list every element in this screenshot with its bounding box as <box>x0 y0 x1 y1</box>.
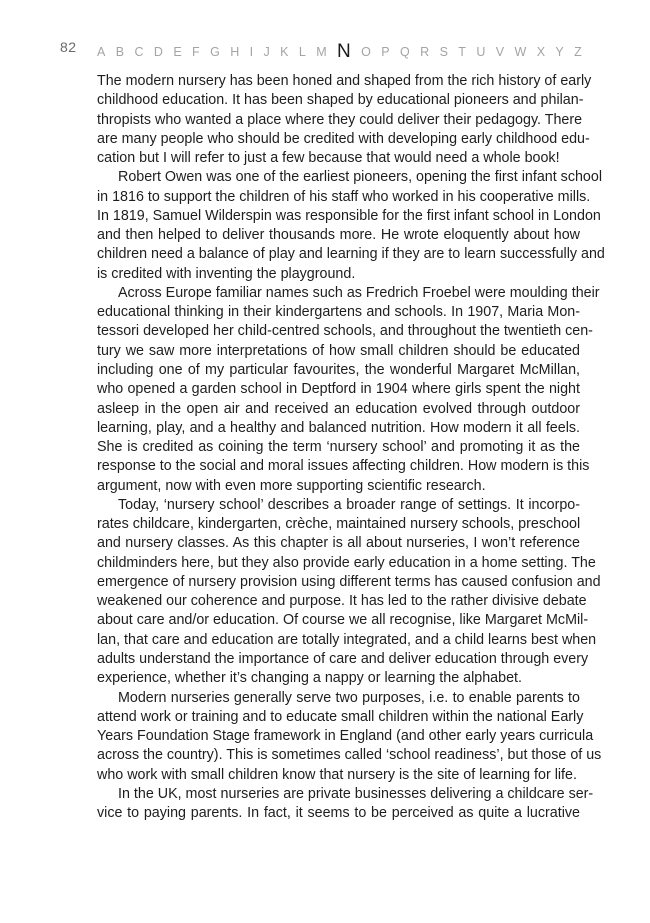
index-letter: T <box>458 45 466 59</box>
text-line: tury we saw more interpretations of how small children should be educated <box>97 342 580 359</box>
page-number: 82 <box>60 39 77 55</box>
index-letter: M <box>316 45 327 59</box>
text-line: Today, ‘nursery school’ describes a broader range of settings. It incorpo- <box>118 496 580 513</box>
text-line: adults understand the importance of care and deliver education through every <box>97 650 589 667</box>
text-line: response to the social and moral issues affecting children. How modern is this <box>97 458 590 475</box>
index-letter: S <box>439 45 448 59</box>
text-line: Years Foundation Stage framework in England (and other early years curricula <box>97 728 594 745</box>
index-letter-current: N <box>337 41 351 62</box>
index-letter: Q <box>400 45 410 59</box>
index-letter: O <box>361 45 371 59</box>
text-line: In 1819, Samuel Wilderspin was responsible for the first infant school in London <box>97 207 601 224</box>
text-line: She is credited as coining the term ‘nursery school’ and promoting it as the <box>97 439 580 456</box>
text-line: are many people who should be credited with developing early childhood edu- <box>97 130 590 147</box>
text-line: children need a balance of play and learning if they are to learn successfully and <box>97 246 605 263</box>
index-letter: L <box>298 45 306 59</box>
index-letter: R <box>420 45 430 59</box>
running-head <box>0 38 650 62</box>
text-line: including one of my particular favourites, the wonderful Margaret McMillan, <box>97 361 580 378</box>
text-line: childminders here, but they also provide early education in a home setting. The <box>97 554 596 571</box>
index-letter: Z <box>574 45 582 59</box>
text-line: The modern nursery has been honed and shaped from the rich history of early <box>97 73 592 89</box>
index-letter: U <box>476 45 486 59</box>
text-line: across the country). This is sometimes called ‘school readiness’, but those of us <box>97 747 602 764</box>
alphabet-index <box>97 40 582 62</box>
text-line: and then helped to deliver thousands more. He wrote eloquently about how <box>97 227 580 244</box>
paragraph <box>97 72 592 168</box>
paragraph <box>97 168 605 284</box>
index-letter: G <box>210 45 220 59</box>
text-line: and nursery classes. As this chapter is all about nurseries, I won’t reference <box>97 535 580 552</box>
text-line: who opened a garden school in Deptford in 1904 where girls spent the night <box>97 381 580 398</box>
paragraph <box>97 496 601 689</box>
text-line: rates childcare, kindergarten, crèche, maintained nursery schools, preschool <box>97 516 581 533</box>
text-line: about care and/or education. Of course we all recognise, like Margaret McMil- <box>97 612 589 629</box>
text-line: learning, play, and a healthy and balanced nutrition. How modern it all feels. <box>97 419 580 436</box>
text-line: is credited with inventing the playground. <box>97 265 356 282</box>
text-line: thropists who wanted a place where they could deliver their pedagogy. There <box>97 111 583 128</box>
body-text <box>97 72 605 823</box>
index-letter: B <box>115 45 125 59</box>
text-line: In the UK, most nurseries are private businesses delivering a childcare ser- <box>118 785 594 802</box>
paragraph <box>97 785 594 824</box>
text-line: in 1816 to support the children of his staff who worked in his cooperative mills. <box>97 188 591 205</box>
index-letter: W <box>514 45 527 59</box>
text-line: Robert Owen was one of the earliest pioneers, opening the first infant school <box>118 169 602 186</box>
text-line: lan, that care and education are totally integrated, and a child learns best when <box>97 631 597 648</box>
index-letter: H <box>230 45 240 59</box>
text-line: weakened our coherence and purpose. It has led to the rather divisive debate <box>97 593 587 610</box>
index-letter: D <box>153 45 163 59</box>
index-letter: X <box>536 45 546 59</box>
index-letter: P <box>381 45 390 59</box>
index-letter: A <box>97 45 106 59</box>
text-line: tessori developed her child-centred schools, and throughout the twentieth cen- <box>97 323 593 340</box>
text-line: argument, now with even more supporting scientific research. <box>97 477 486 494</box>
index-letter: V <box>495 45 505 59</box>
index-letter: E <box>173 45 182 59</box>
index-letter: F <box>192 45 200 59</box>
paragraph <box>97 284 600 496</box>
text-line: Across Europe familiar names such as Fredrich Froebel were moulding their <box>118 284 600 301</box>
index-letter: I <box>249 45 254 59</box>
text-line: who work with small children know that nursery is the site of learning for life. <box>97 766 577 783</box>
text-line: attend work or training and to educate small children within the national Early <box>97 708 584 725</box>
text-line: cation but I will refer to just a few because that would need a whole book! <box>97 150 560 167</box>
text-line: emergence of nursery provision using different terms has caused confusion and <box>97 573 601 590</box>
text-line: asleep in the open air and received an education evolved through outdoor <box>97 400 580 417</box>
paragraph <box>97 689 602 785</box>
text-line: Modern nurseries generally serve two purposes, i.e. to enable parents to <box>118 689 580 706</box>
index-letter: C <box>134 45 144 59</box>
text-line: vice to paying parents. In fact, it seems to be perceived as quite a lucrative <box>97 805 580 822</box>
index-letter: K <box>280 45 289 59</box>
text-line: experience, whether it’s changing a nappy or learning the alphabet. <box>97 670 522 687</box>
text-line: educational thinking in their kindergartens and schools. In 1907, Maria Mon- <box>97 304 580 321</box>
index-letter: J <box>263 45 270 59</box>
index-letter: Y <box>555 45 564 59</box>
text-line: childhood education. It has been shaped by educational pioneers and philan- <box>97 92 584 109</box>
